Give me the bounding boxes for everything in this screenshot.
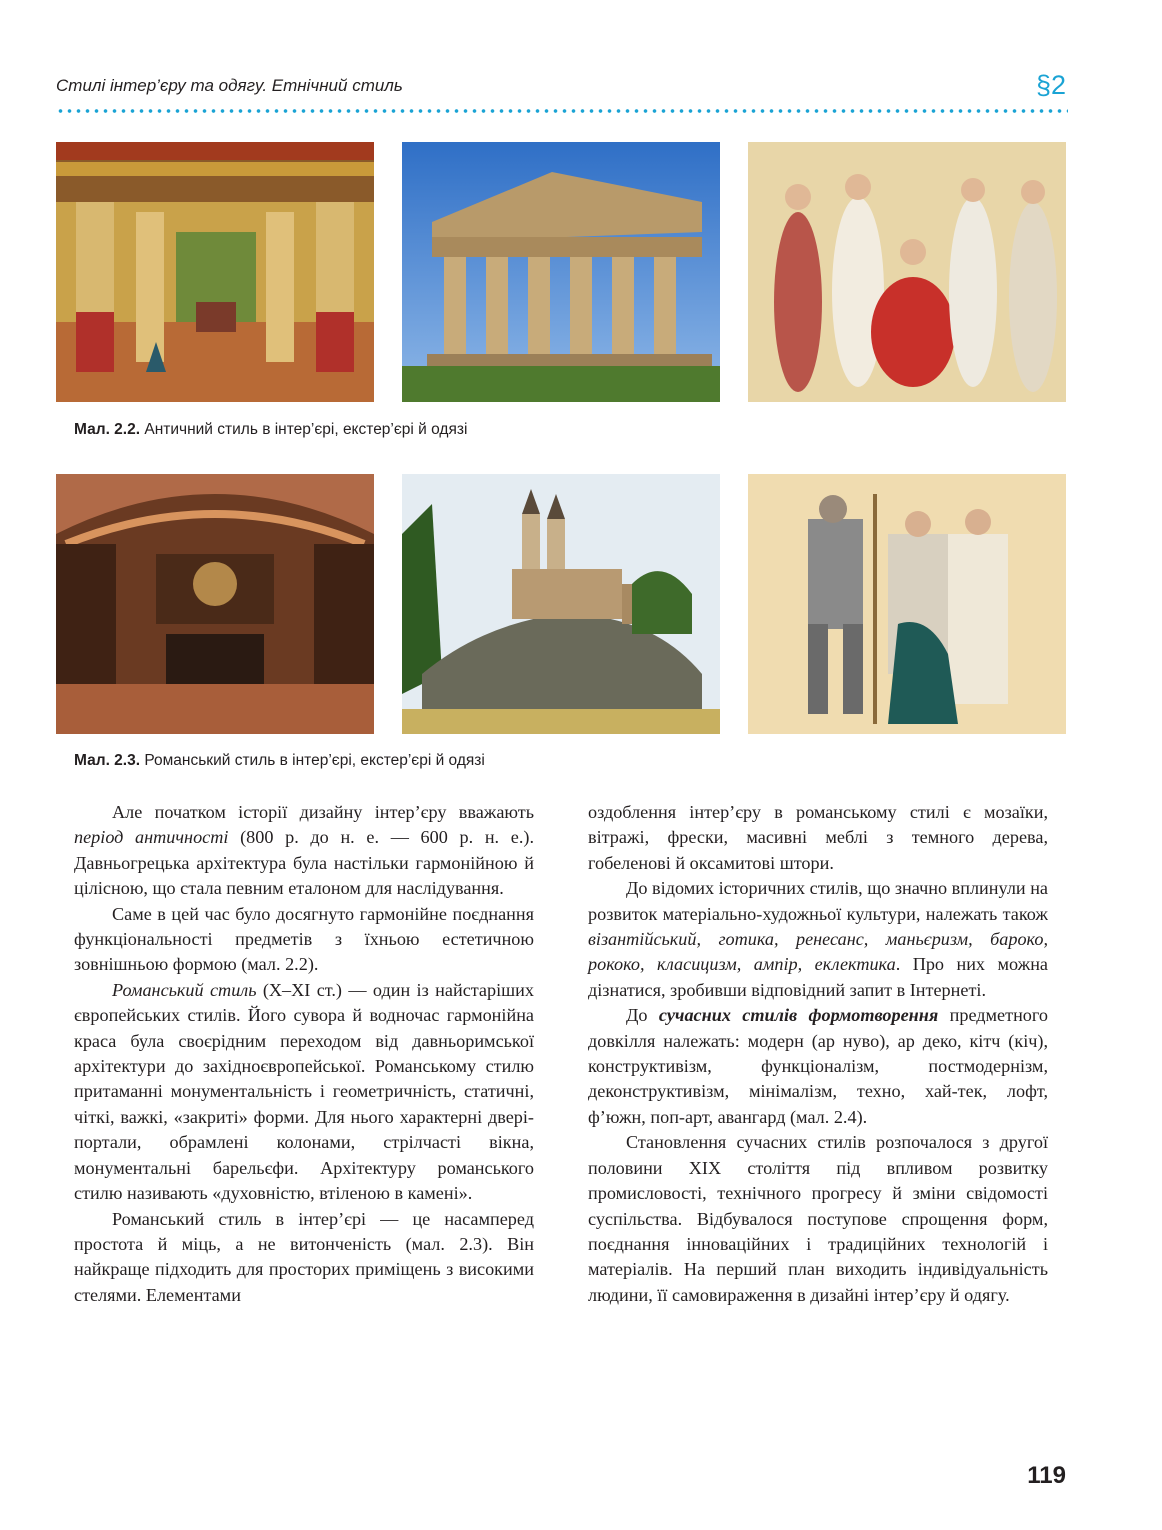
paragraph	[74, 902, 534, 978]
figure-caption-2-2	[74, 421, 467, 439]
emphasized-term: сучасних стилів формотворення	[658, 1005, 939, 1026]
romanesque-interior-image	[56, 474, 374, 734]
text-run: (X–XI ст.) — один із найстаріших європейських стилів. Його сувора й водночас гармонійна краса була своєрідним переходом від давньоримської архітектури до західноєвропейської. Романському стилю притаманні монументальність і геометричність, статичні, чіткі, важкі, «закриті» форми. Для нього характерні двері-портали, обрамлені колонами, стрілчасті вікна, монументальні барельєфи. Архітектуру романського стилю називають «духовністю, втіленою в камені».	[74, 979, 534, 1204]
page-number: 119	[1027, 1462, 1066, 1489]
text-run: оздоблення інтер’єру в романському стилі є мозаїки, вітражі, фрески, масивні меблі з темного дерева, гобеленові й оксамитові штори.	[588, 802, 1048, 873]
emphasized-term: період античності	[74, 827, 229, 848]
antique-clothing-image	[748, 142, 1066, 402]
text-run: (800 р. до н. е. — 600 р. н. е.). Давньогрецька архітектура була настільки гармонійною й цілісною, що стала певним еталоном для наслідування.	[74, 827, 534, 899]
running-header-title: Стилі інтер’єру та одягу. Етнічний стиль	[56, 76, 403, 95]
paragraph	[588, 1003, 1048, 1130]
text-run: предметного довкілля належать: модерн (ар нуво), ар деко, кітч (кіч), конструктивізм, функціоналізм, постмодернізм, деконструктивізм, мінімалізм, техно, хай-тек, лофт, ф’южн, поп-арт, авангард (мал. 2.4).	[588, 1005, 1048, 1127]
romanesque-clothing-image	[748, 474, 1066, 734]
emphasized-term: Романський стиль	[112, 979, 257, 1000]
figure-label: Мал. 2.2.	[74, 421, 141, 438]
text-run: Становлення сучасних стилів розпочалося з другої половини XIX століття під впливом розвитку промисловості, технічного прогресу й зміни свідомості суспільства. Відбувалося поступове спрощення форм, поєднання інноваційних і традиційних технологій і матеріалів. На перший план виходить індивідуальність людини, її самовираження в дизайні інтер’єру й одягу.	[588, 1132, 1048, 1305]
paragraph	[74, 978, 534, 1207]
figure-caption-text: Античний стиль в інтер’єрі, екстер’єрі й одязі	[140, 421, 468, 438]
header-dotted-divider	[56, 109, 1068, 113]
paragraph	[74, 1207, 534, 1309]
paragraph	[588, 1130, 1048, 1308]
paragraph	[74, 800, 534, 902]
text-run: До відомих історичних стилів, що значно вплинули на розвиток матеріально-художньої культури, належать також	[588, 878, 1048, 924]
paragraph	[588, 800, 1048, 876]
text-run: До	[626, 1005, 659, 1026]
greek-temple-image	[402, 142, 720, 402]
text-run: Саме в цей час було досягнуто гармонійне поєднання функціональності предметів з їхньою естетичною зовнішньою формою (мал. 2.2).	[74, 903, 534, 975]
section-number: §2	[1035, 70, 1066, 100]
text-column-right	[588, 800, 1048, 1308]
paragraph	[588, 876, 1048, 1003]
antique-interior-image	[56, 142, 374, 402]
figure-caption-2-3	[74, 752, 485, 770]
text-run: Романський стиль в інтер’єрі — це насамперед простота й міць, а не витонченість (мал. 2.3). Він найкраще підходить для просторих приміщень з високими стелями. Елементами	[74, 1208, 534, 1305]
figure-label: Мал. 2.3.	[74, 752, 141, 769]
romanesque-castle-image	[402, 474, 720, 734]
figure-caption-text: Романський стиль в інтер’єрі, екстер’єрі й одязі	[140, 752, 485, 769]
emphasized-term: візантійський, готика, ренесанс, маньєризм, бароко, рококо, класицизм, ампір, еклектика	[588, 929, 1048, 975]
text-column-left	[74, 800, 534, 1308]
text-run: Але початком історії дизайну інтер’єру вважають	[112, 802, 534, 822]
text-run: . Про них можна дізнатися, зробивши відповідний запит в Інтернеті.	[588, 954, 1048, 1000]
